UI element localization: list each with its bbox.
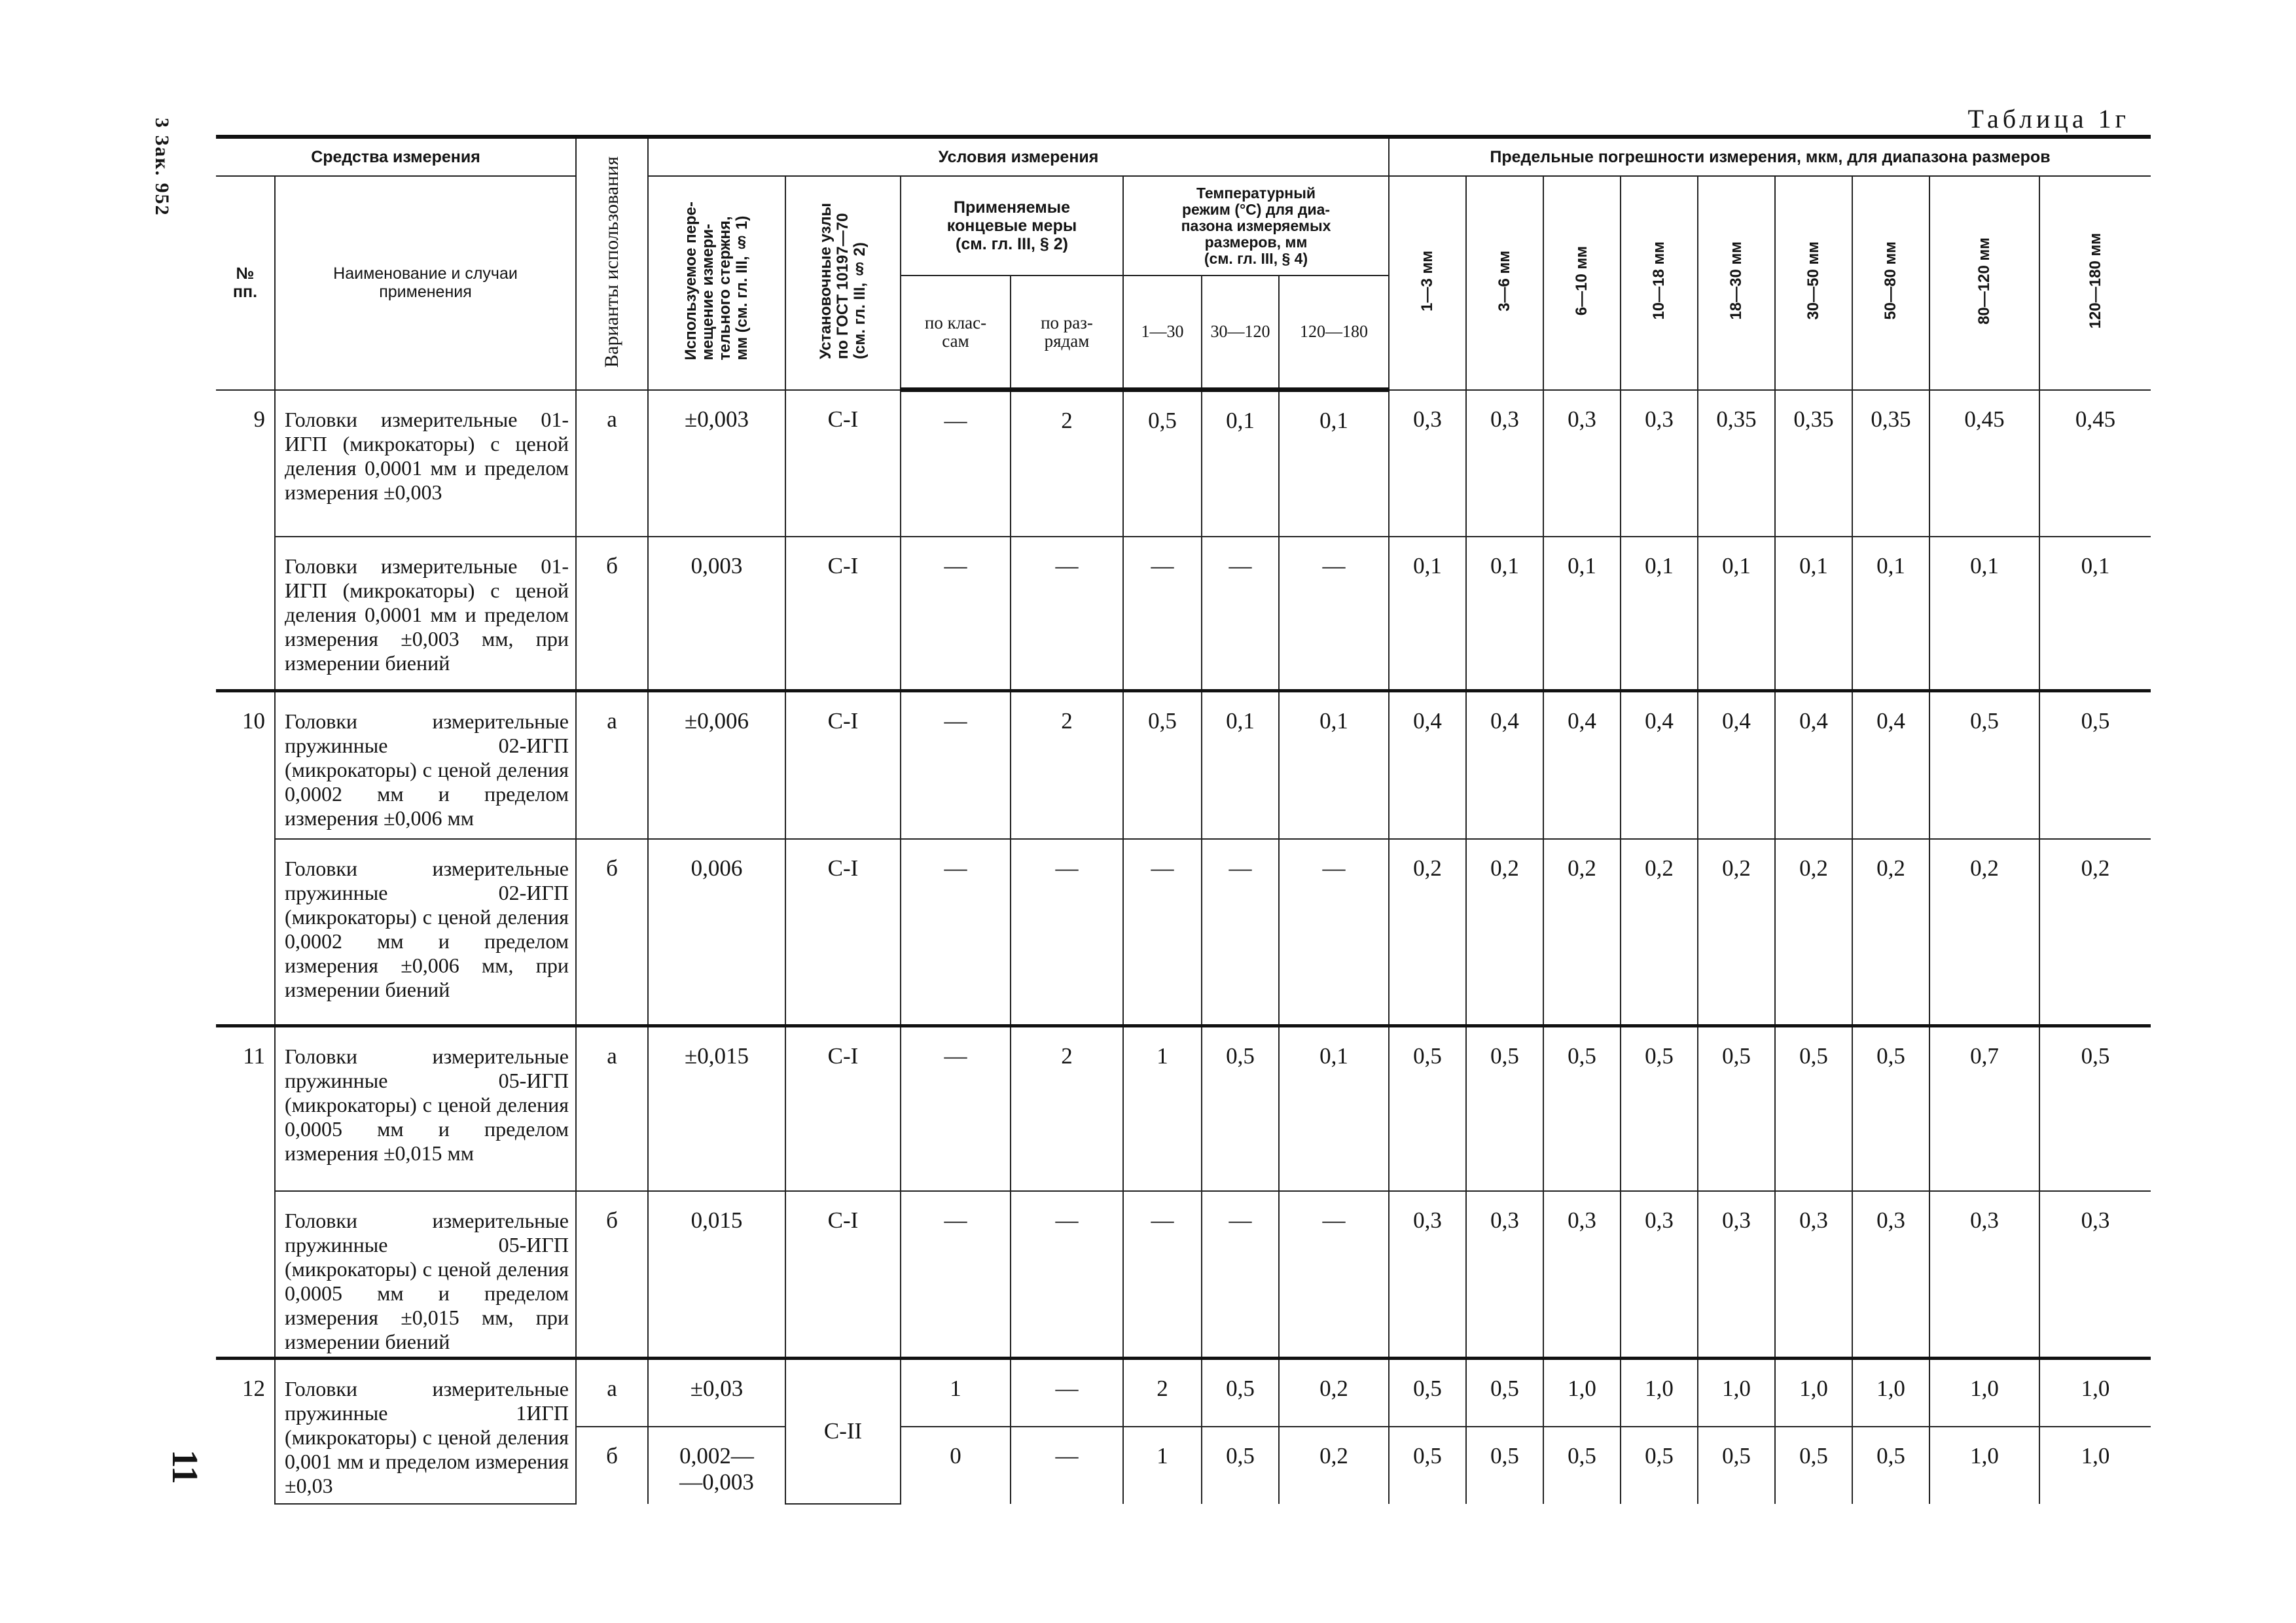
temp-mode-cell: 0,5 bbox=[1202, 1359, 1279, 1427]
error-limit-cell: 0,3 bbox=[2039, 1191, 2151, 1359]
temp-mode-cell: 0,5 bbox=[1123, 691, 1202, 839]
error-limit-cell: 0,35 bbox=[1852, 390, 1929, 537]
temp-mode-cell: 0,2 bbox=[1279, 1359, 1389, 1427]
temp-mode-cell: 0,5 bbox=[1123, 390, 1202, 537]
error-limit-cell: 0,4 bbox=[1621, 691, 1698, 839]
gauge-grade-cell: — bbox=[1011, 1427, 1123, 1504]
variant-cell: а bbox=[576, 1359, 648, 1427]
temp-mode-cell: 0,1 bbox=[1279, 390, 1389, 537]
setup-unit-cell: С-I bbox=[785, 1191, 901, 1359]
instrument-name: Головки измерительные пружинные 02-ИГП (микрокаторы) с ценой деления 0,0002 мм и пределом измерения ±0,006 мм bbox=[275, 691, 576, 839]
error-limit-cell: 0,3 bbox=[1621, 390, 1698, 537]
header-uzly-text: Установочные узлы по ГОСТ 10197—70 (см. гл. III, § 2) bbox=[817, 202, 869, 359]
gauge-grade-cell: 2 bbox=[1011, 1026, 1123, 1191]
error-limit-cell: 0,5 bbox=[1621, 1026, 1698, 1191]
temp-mode-cell: 0,5 bbox=[1202, 1026, 1279, 1191]
error-limit-cell: 0,4 bbox=[1389, 691, 1466, 839]
header-temp: Температурный режим (°С) для диа- пазона измеряемых размеров, мм (см. гл. III, § 4) bbox=[1123, 176, 1389, 276]
error-limit-cell: 0,3 bbox=[1389, 390, 1466, 537]
temp-mode-cell: — bbox=[1202, 839, 1279, 1026]
setup-unit-cell: С-I bbox=[785, 691, 901, 839]
size-range-label: 10—18 мм bbox=[1650, 241, 1668, 321]
header-size-range-4 bbox=[1621, 176, 1698, 390]
error-limit-cell: 1,0 bbox=[2039, 1427, 2151, 1504]
error-limit-cell: 0,35 bbox=[1698, 390, 1775, 537]
instrument-name: Головки измерительные 01-ИГП (микрокаторы) с ценой деления 0,0001 мм и пределом измерения ±0,003 bbox=[275, 390, 576, 537]
error-limit-cell: 0,1 bbox=[1543, 537, 1621, 691]
error-limit-cell: 0,5 bbox=[1543, 1427, 1621, 1504]
size-range-label: 1—3 мм bbox=[1418, 250, 1436, 312]
error-limit-cell: 0,35 bbox=[1775, 390, 1852, 537]
error-limit-cell: 0,5 bbox=[1466, 1026, 1543, 1191]
table-row bbox=[216, 1191, 2151, 1359]
row-number: 11 bbox=[216, 1026, 275, 1191]
header-naimenovanie: Наименование и случаи применения bbox=[275, 176, 576, 390]
movement-cell: 0,003 bbox=[648, 537, 785, 691]
row-number: 12 bbox=[216, 1359, 275, 1504]
size-range-label: 120—180 мм bbox=[2086, 233, 2104, 329]
header-po-klassam: по клас- сам bbox=[901, 276, 1011, 390]
error-limit-cell: 0,3 bbox=[1775, 1191, 1852, 1359]
error-limit-cell: 0,3 bbox=[1852, 1191, 1929, 1359]
variant-cell: б bbox=[576, 1191, 648, 1359]
page-number: 11 bbox=[164, 1450, 205, 1484]
error-limit-cell: 0,5 bbox=[1929, 691, 2039, 839]
gauge-grade-cell: — bbox=[1011, 537, 1123, 691]
temp-mode-cell: — bbox=[1279, 537, 1389, 691]
variant-cell: а bbox=[576, 390, 648, 537]
header-sredstva: Средства измерения bbox=[216, 137, 576, 176]
setup-unit-cell: С-I bbox=[785, 839, 901, 1026]
table-title: Таблица 1г bbox=[1967, 104, 2130, 134]
gauge-class-cell: — bbox=[901, 691, 1011, 839]
error-limit-cell: 0,1 bbox=[1929, 537, 2039, 691]
error-limit-cell: 0,1 bbox=[1621, 537, 1698, 691]
error-limit-cell: 0,4 bbox=[1543, 691, 1621, 839]
table-row bbox=[216, 390, 2151, 537]
header-nn: № пп. bbox=[216, 176, 275, 390]
instrument-name: Головки измерительные пружинные 05-ИГП (микрокаторы) с ценой деления 0,0005 мм и пределом измерения ±0,015 мм bbox=[275, 1026, 576, 1191]
margin-print-code: 3 Зак. 952 bbox=[151, 118, 173, 217]
error-limit-cell: 0,1 bbox=[1852, 537, 1929, 691]
error-limit-cell: 0,7 bbox=[1929, 1026, 2039, 1191]
size-range-label: 18—30 мм bbox=[1727, 241, 1745, 321]
error-limit-cell: 0,3 bbox=[1466, 1191, 1543, 1359]
setup-unit-cell: С-I bbox=[785, 390, 901, 537]
error-limit-cell: 0,4 bbox=[1852, 691, 1929, 839]
gauge-grade-cell: — bbox=[1011, 1359, 1123, 1427]
temp-mode-cell: 2 bbox=[1123, 1359, 1202, 1427]
header-peremeshchenie-text: Используемое пере- мещение измери- тельного стержня, мм (см. гл. III, § 1) bbox=[682, 201, 751, 361]
row-number: 9 bbox=[216, 390, 275, 537]
movement-cell: ±0,006 bbox=[648, 691, 785, 839]
error-limit-cell: 0,5 bbox=[1775, 1427, 1852, 1504]
size-range-label: 6—10 мм bbox=[1573, 246, 1590, 316]
movement-cell: ±0,015 bbox=[648, 1026, 785, 1191]
instrument-name: Головки измерительные пружинные 05-ИГП (микрокаторы) с ценой деления 0,0005 мм и пределом измерения ±0,015 мм, при измерении биений bbox=[275, 1191, 576, 1359]
header-size-range-2 bbox=[1466, 176, 1543, 390]
size-range-label: 3—6 мм bbox=[1496, 250, 1513, 312]
error-limit-cell: 1,0 bbox=[2039, 1359, 2151, 1427]
temp-mode-cell: 0,1 bbox=[1202, 390, 1279, 537]
error-limit-cell: 0,45 bbox=[2039, 390, 2151, 537]
gauge-class-cell: — bbox=[901, 537, 1011, 691]
error-limit-cell: 0,2 bbox=[1466, 839, 1543, 1026]
error-limit-cell: 0,2 bbox=[1543, 839, 1621, 1026]
header-size-range-9 bbox=[2039, 176, 2151, 390]
error-limit-cell: 0,1 bbox=[1389, 537, 1466, 691]
error-limit-cell: 0,5 bbox=[1775, 1026, 1852, 1191]
error-limit-cell: 0,4 bbox=[1698, 691, 1775, 839]
error-limit-cell: 0,2 bbox=[1852, 839, 1929, 1026]
row-number: 10 bbox=[216, 691, 275, 839]
row-number bbox=[216, 537, 275, 691]
temp-mode-cell: 1 bbox=[1123, 1427, 1202, 1504]
size-range-label: 50—80 мм bbox=[1882, 241, 1899, 321]
error-limit-cell: 0,3 bbox=[1621, 1191, 1698, 1359]
error-limit-cell: 0,1 bbox=[1775, 537, 1852, 691]
error-limit-cell: 1,0 bbox=[1621, 1359, 1698, 1427]
temp-mode-cell: 0,5 bbox=[1202, 1427, 1279, 1504]
size-range-label: 80—120 мм bbox=[1975, 237, 1993, 325]
error-limit-cell: 0,5 bbox=[1389, 1359, 1466, 1427]
temp-mode-cell: — bbox=[1279, 1191, 1389, 1359]
table-row bbox=[216, 839, 2151, 1026]
setup-unit-cell: С-I bbox=[785, 1026, 901, 1191]
header-temp-range-3: 120—180 bbox=[1279, 276, 1389, 390]
error-limit-cell: 0,5 bbox=[1389, 1427, 1466, 1504]
variant-cell: б bbox=[576, 537, 648, 691]
header-uzly bbox=[785, 176, 901, 390]
header-varianty-text: Варианты использования bbox=[601, 156, 622, 368]
temp-mode-cell: 1 bbox=[1123, 1026, 1202, 1191]
error-limit-cell: 0,3 bbox=[1466, 390, 1543, 537]
temp-mode-cell: — bbox=[1202, 537, 1279, 691]
header-po-razryadam: по раз- рядам bbox=[1011, 276, 1123, 390]
error-limit-cell: 0,2 bbox=[1775, 839, 1852, 1026]
error-limit-cell: 0,5 bbox=[1698, 1026, 1775, 1191]
temp-mode-cell: — bbox=[1202, 1191, 1279, 1359]
header-size-range-1 bbox=[1389, 176, 1466, 390]
instrument-name: Головки измерительные пружинные 1ИГП (микрокаторы) с ценой деления 0,001 мм и пределом измерения ±0,03 bbox=[275, 1359, 576, 1504]
table-row bbox=[216, 537, 2151, 691]
error-limit-cell: 0,5 bbox=[1466, 1427, 1543, 1504]
temp-mode-cell: 0,1 bbox=[1202, 691, 1279, 839]
error-limit-cell: 0,4 bbox=[1466, 691, 1543, 839]
setup-unit-cell: С-II bbox=[785, 1359, 901, 1504]
error-limit-cell: 0,5 bbox=[1852, 1026, 1929, 1191]
row-number bbox=[216, 839, 275, 1026]
table-row bbox=[216, 1026, 2151, 1191]
error-limit-cell: 0,3 bbox=[1543, 1191, 1621, 1359]
gauge-grade-cell: — bbox=[1011, 1191, 1123, 1359]
gauge-grade-cell: — bbox=[1011, 839, 1123, 1026]
temp-mode-cell: — bbox=[1123, 839, 1202, 1026]
setup-unit-cell: С-I bbox=[785, 537, 901, 691]
table-row bbox=[216, 691, 2151, 839]
movement-cell: 0,002— —0,003 bbox=[648, 1427, 785, 1504]
temp-mode-cell: — bbox=[1123, 537, 1202, 691]
error-limit-cell: 0,2 bbox=[1621, 839, 1698, 1026]
header-mery: Применяемые концевые меры (см. гл. III, § 2) bbox=[901, 176, 1123, 276]
gauge-class-cell: — bbox=[901, 390, 1011, 537]
variant-cell: а bbox=[576, 691, 648, 839]
error-limit-cell: 1,0 bbox=[1543, 1359, 1621, 1427]
header-varianty bbox=[576, 137, 648, 390]
header-peremeshchenie bbox=[648, 176, 785, 390]
variant-cell: б bbox=[576, 839, 648, 1026]
error-limit-cell: 0,3 bbox=[1543, 390, 1621, 537]
error-limit-cell: 1,0 bbox=[1929, 1427, 2039, 1504]
table-body bbox=[216, 390, 2151, 1504]
error-limit-cell: 1,0 bbox=[1698, 1359, 1775, 1427]
error-limit-cell: 0,5 bbox=[1389, 1026, 1466, 1191]
movement-cell: 0,015 bbox=[648, 1191, 785, 1359]
error-limit-cell: 0,2 bbox=[1929, 839, 2039, 1026]
error-limit-cell: 0,3 bbox=[1698, 1191, 1775, 1359]
header-size-range-6 bbox=[1775, 176, 1852, 390]
error-limit-cell: 0,45 bbox=[1929, 390, 2039, 537]
error-limit-cell: 0,5 bbox=[2039, 691, 2151, 839]
error-limit-cell: 0,1 bbox=[1698, 537, 1775, 691]
header-pogreshnosti: Предельные погрешности измерения, мкм, для диапазона размеров bbox=[1389, 137, 2151, 176]
variant-cell: а bbox=[576, 1026, 648, 1191]
measurement-table bbox=[216, 135, 2151, 1505]
error-limit-cell: 0,3 bbox=[1389, 1191, 1466, 1359]
temp-mode-cell: — bbox=[1123, 1191, 1202, 1359]
instrument-name: Головки измерительные пружинные 02-ИГП (микрокаторы) с ценой деления 0,0002 мм и пределом измерения ±0,006 мм, при измерении биений bbox=[275, 839, 576, 1026]
table-row bbox=[216, 1359, 2151, 1427]
error-limit-cell: 0,1 bbox=[1466, 537, 1543, 691]
error-limit-cell: 0,5 bbox=[1543, 1026, 1621, 1191]
gauge-class-cell: — bbox=[901, 1026, 1011, 1191]
variant-cell: б bbox=[576, 1427, 648, 1504]
error-limit-cell: 0,5 bbox=[1698, 1427, 1775, 1504]
error-limit-cell: 1,0 bbox=[1775, 1359, 1852, 1427]
header-size-range-5 bbox=[1698, 176, 1775, 390]
error-limit-cell: 0,5 bbox=[1466, 1359, 1543, 1427]
error-limit-cell: 1,0 bbox=[1929, 1359, 2039, 1427]
size-range-label: 30—50 мм bbox=[1804, 241, 1822, 321]
temp-mode-cell: 0,2 bbox=[1279, 1427, 1389, 1504]
header-temp-range-2: 30—120 bbox=[1202, 276, 1279, 390]
error-limit-cell: 0,2 bbox=[2039, 839, 2151, 1026]
header-temp-range-1: 1—30 bbox=[1123, 276, 1202, 390]
error-limit-cell: 0,5 bbox=[1852, 1427, 1929, 1504]
row-number bbox=[216, 1191, 275, 1359]
gauge-class-cell: — bbox=[901, 839, 1011, 1026]
error-limit-cell: 0,5 bbox=[2039, 1026, 2151, 1191]
error-limit-cell: 0,3 bbox=[1929, 1191, 2039, 1359]
gauge-class-cell: 0 bbox=[901, 1427, 1011, 1504]
error-limit-cell: 0,5 bbox=[1621, 1427, 1698, 1504]
header-usloviya: Условия измерения bbox=[648, 137, 1389, 176]
gauge-grade-cell: 2 bbox=[1011, 390, 1123, 537]
movement-cell: ±0,003 bbox=[648, 390, 785, 537]
movement-cell: ±0,03 bbox=[648, 1359, 785, 1427]
temp-mode-cell: 0,1 bbox=[1279, 691, 1389, 839]
header-size-range-8 bbox=[1929, 176, 2039, 390]
gauge-class-cell: — bbox=[901, 1191, 1011, 1359]
temp-mode-cell: — bbox=[1279, 839, 1389, 1026]
movement-cell: 0,006 bbox=[648, 839, 785, 1026]
error-limit-cell: 0,1 bbox=[2039, 537, 2151, 691]
gauge-grade-cell: 2 bbox=[1011, 691, 1123, 839]
error-limit-cell: 1,0 bbox=[1852, 1359, 1929, 1427]
error-limit-cell: 0,2 bbox=[1389, 839, 1466, 1026]
header-size-range-7 bbox=[1852, 176, 1929, 390]
error-limit-cell: 0,4 bbox=[1775, 691, 1852, 839]
table-header bbox=[216, 137, 2151, 390]
instrument-name: Головки измерительные 01-ИГП (микрокаторы) с ценой деления 0,0001 мм и пределом измерения ±0,003 мм, при измерении биений bbox=[275, 537, 576, 691]
temp-mode-cell: 0,1 bbox=[1279, 1026, 1389, 1191]
gauge-class-cell: 1 bbox=[901, 1359, 1011, 1427]
error-limit-cell: 0,2 bbox=[1698, 839, 1775, 1026]
header-size-range-3 bbox=[1543, 176, 1621, 390]
